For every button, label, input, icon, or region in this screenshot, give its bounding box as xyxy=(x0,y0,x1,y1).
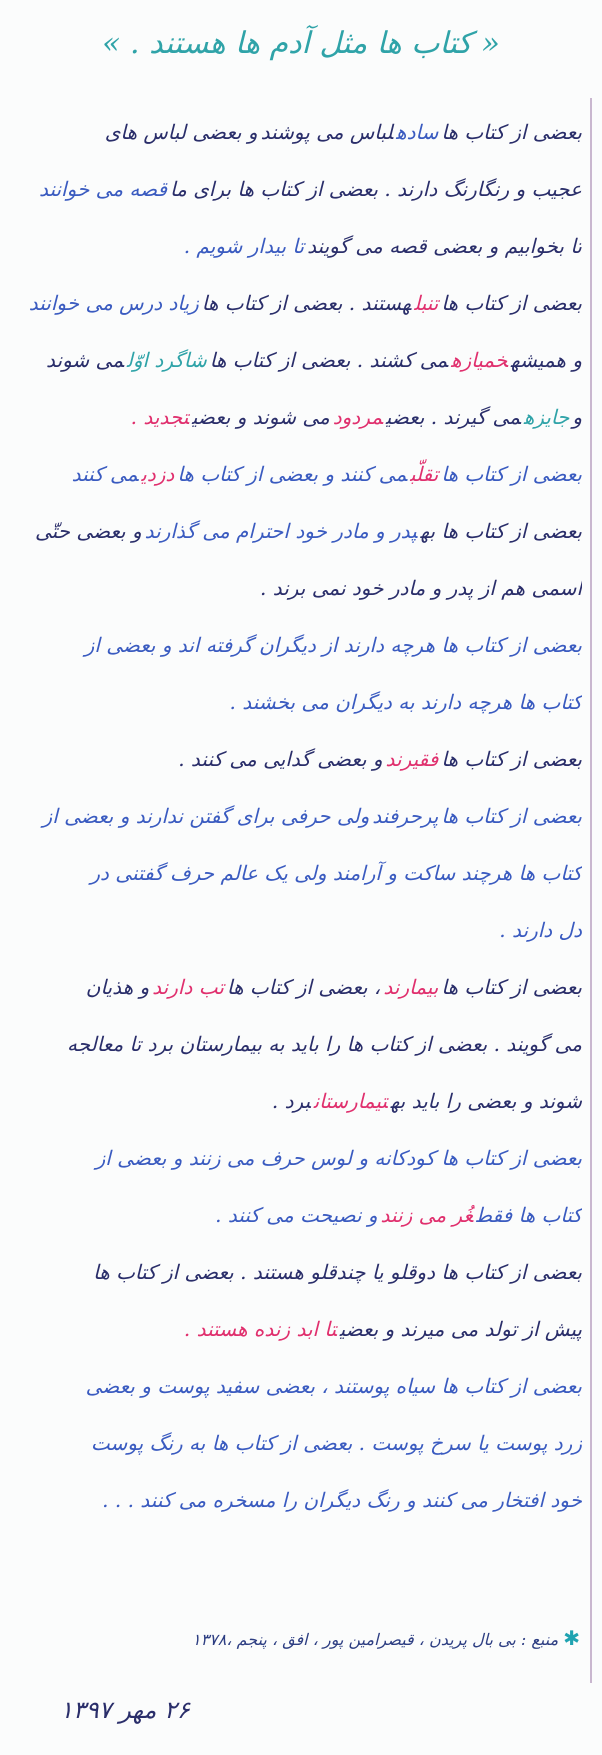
text-line xyxy=(12,1187,582,1244)
handwritten-date: ۲۶ مهر ۱۳۹۷ xyxy=(60,1696,190,1724)
text-segment: تب دارند xyxy=(152,975,224,999)
text-line xyxy=(12,275,582,332)
text-segment: زرد پوست یا سرخ پوست . بعضی از کتاب ها به رنگ پوست xyxy=(90,1431,582,1455)
text-line xyxy=(12,1358,582,1415)
text-segment: زیاد درس می خوانند xyxy=(28,291,199,315)
text-line xyxy=(12,1073,582,1130)
text-segment: خمیازه xyxy=(450,348,508,372)
text-line xyxy=(12,389,582,446)
text-segment: بعضی از کتاب ها xyxy=(441,291,582,315)
text-segment: بعضی از کتاب ها دوقلو یا چندقلو هستند . بعضی از کتاب ها xyxy=(93,1260,582,1284)
text-segment: می شوند و بعضی xyxy=(191,405,330,429)
text-line xyxy=(12,332,582,389)
text-segment: تنبل xyxy=(414,291,439,315)
poem-body xyxy=(12,104,582,1529)
text-segment: و هذیان xyxy=(85,975,150,999)
text-segment: جایزه xyxy=(523,405,570,429)
text-segment: شوند و بعضی را باید به xyxy=(390,1089,582,1113)
text-segment: بعضی از کتاب ها xyxy=(441,975,582,999)
text-segment: تا بیدار شویم . xyxy=(183,234,305,258)
text-segment: و بعضی حتّی xyxy=(34,519,142,543)
text-segment: بعضی از کتاب ها xyxy=(441,462,582,486)
text-segment: کتاب ها هرچند ساکت و آرامند ولی یک عالم حرف گفتنی در xyxy=(90,861,582,885)
text-segment: می کنند xyxy=(71,462,139,486)
text-line xyxy=(12,845,582,902)
paragraph xyxy=(12,617,582,731)
text-segment: ولی حرفی برای گفتن ندارند و بعضی از xyxy=(42,804,370,828)
text-segment: غُر می زنند xyxy=(380,1203,474,1227)
text-segment: بعضی از کتاب ها هرچه دارند از دیگران گرفته اند و بعضی از xyxy=(84,633,582,657)
text-segment: قصه می خوانند xyxy=(38,177,168,201)
paragraph xyxy=(12,503,582,617)
paragraph xyxy=(12,1130,582,1244)
text-segment: هستند . بعضی از کتاب ها xyxy=(201,291,412,315)
source-citation xyxy=(40,1620,580,1656)
text-segment: بعضی از کتاب ها xyxy=(441,804,582,828)
text-segment: فقیرند xyxy=(385,747,439,771)
text-line xyxy=(12,1472,582,1529)
text-line xyxy=(12,674,582,731)
asterisk-icon: ✱ xyxy=(563,1626,580,1650)
text-segment: بعضی از کتاب ها xyxy=(441,747,582,771)
text-line xyxy=(12,617,582,674)
text-segment: بعضی از کتاب ها سیاه پوستند ، بعضی سفید پوست و بعضی xyxy=(85,1374,582,1398)
text-segment: می گیرند . بعضی xyxy=(385,405,521,429)
text-segment: خود افتخار می کنند و رنگ دیگران را مسخره می کنند . . . xyxy=(102,1488,582,1512)
source-text: منبع : بی بال پریدن ، قیصرامین پور ، افق ، پنجم ،۱۳۷۸ xyxy=(191,1630,559,1649)
text-line xyxy=(12,104,582,161)
text-segment: و همیشه xyxy=(510,348,582,372)
text-segment: ساده xyxy=(396,120,439,144)
text-segment: پیش از تولد می میرند و بعضی xyxy=(339,1317,582,1341)
text-line xyxy=(12,731,582,788)
paragraph xyxy=(12,275,582,446)
text-segment: بعضی از کتاب ها کودکانه و لوس حرف می زنند و بعضی از xyxy=(95,1146,582,1170)
text-segment: دزدی xyxy=(141,462,175,486)
paragraph xyxy=(12,1358,582,1529)
text-line xyxy=(12,446,582,503)
text-segment: دل دارند . xyxy=(499,918,582,942)
text-segment: شاگرد اوّل xyxy=(126,348,207,372)
text-line xyxy=(12,161,582,218)
text-segment: ، بعضی از کتاب ها xyxy=(226,975,381,999)
text-segment: بعضی از کتاب ها xyxy=(441,120,582,144)
text-line xyxy=(12,503,582,560)
text-segment: تقلّب xyxy=(410,462,439,486)
text-line xyxy=(12,1130,582,1187)
text-line xyxy=(12,902,582,959)
paragraph xyxy=(12,104,582,275)
text-segment: بیمارند xyxy=(383,975,439,999)
text-segment: تیمارستان xyxy=(313,1089,388,1113)
text-segment: می کشند . بعضی از کتاب ها xyxy=(209,348,448,372)
text-segment: می گویند . بعضی از کتاب ها را باید به بیمارستان برد تا معالجه xyxy=(67,1032,582,1056)
page-title: « کتاب ها مثل آدم ها هستند . » xyxy=(102,26,500,61)
text-segment: تا ابد زنده هستند . xyxy=(183,1317,337,1341)
margin-line xyxy=(590,98,592,1683)
text-segment: برد . xyxy=(271,1089,311,1113)
text-segment: لباس می پوشند xyxy=(260,120,394,144)
text-segment: مردود xyxy=(332,405,383,429)
text-line xyxy=(12,959,582,1016)
text-segment: و xyxy=(572,405,582,429)
text-line xyxy=(12,1016,582,1073)
text-segment: تا بخوابیم و بعضی قصه می گویند xyxy=(307,234,582,258)
text-segment: می کنند و بعضی از کتاب ها xyxy=(177,462,408,486)
paragraph xyxy=(12,788,582,959)
text-line xyxy=(12,1301,582,1358)
paragraph xyxy=(12,446,582,503)
text-line xyxy=(12,560,582,617)
text-segment: و بعضی لباس های xyxy=(104,120,258,144)
paragraph xyxy=(12,731,582,788)
text-segment: تجدید . xyxy=(130,405,189,429)
text-segment: پرحرفند xyxy=(372,804,439,828)
text-segment: عجیب و رنگارنگ دارند . بعضی از کتاب ها برای ما xyxy=(170,177,582,201)
text-segment: کتاب ها هرچه دارند به دیگران می بخشند . xyxy=(229,690,582,714)
text-line xyxy=(12,788,582,845)
text-segment: بعضی از کتاب ها به xyxy=(420,519,582,543)
text-segment: می شوند xyxy=(46,348,124,372)
text-line xyxy=(12,1415,582,1472)
paragraph xyxy=(12,1244,582,1358)
text-segment: کتاب ها فقط xyxy=(476,1203,582,1227)
paragraph xyxy=(12,959,582,1130)
text-segment: پدر و مادر خود احترام می گذارند xyxy=(144,519,418,543)
text-segment: و نصیحت می کنند . xyxy=(215,1203,378,1227)
text-segment: و بعضی گدایی می کنند . xyxy=(178,747,383,771)
text-line xyxy=(12,218,582,275)
text-segment: اسمی هم از پدر و مادر خود نمی برند . xyxy=(259,576,582,600)
text-line xyxy=(12,1244,582,1301)
